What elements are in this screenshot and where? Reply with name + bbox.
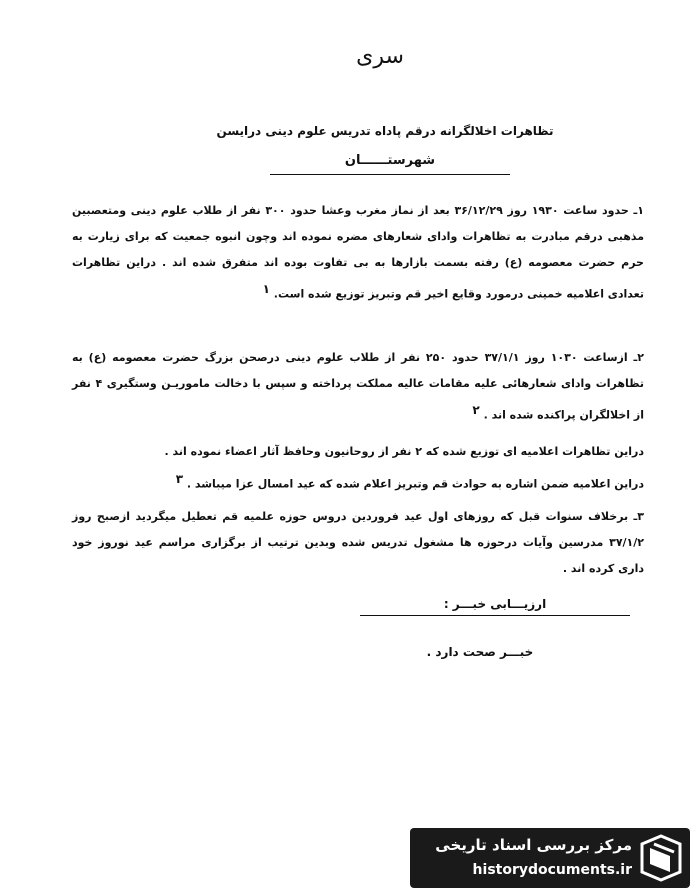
evaluation-line: ارزیـــابی خبـــر : [360, 597, 630, 616]
watermark-text-en: historydocuments.ir [472, 862, 632, 878]
paragraph-1-text: ۱ـ حدود ساعت ۱۹۳۰ روز ۳۶/۱۲/۲۹ بعد از نماز مغرب وعشا حدود ۳۰۰ نفر از طلاب علوم دینی ومتعصبین مذهبی درقم مبادرت به تظاهرات وادای شعارهای مضره نموده اند وچون انبوه جمعیت که برای زیارت به حرم حضرت معصومه (ع) رفته بسمت بازارها به بی تفاوت بوده اند متفرق شده اند . دراین تظاهرات تعدادی اعلامیه خمینی درمورد وقایع اخیر قم وتبریز توزیع شده است. [72, 204, 644, 301]
paragraph-4-text: دراین اعلامیه ضمن اشاره به حوادث قم وتبریز اعلام شده که عید امسال عزا میباشد . [186, 477, 644, 491]
classification-stamp: سری [356, 44, 404, 69]
archive-watermark [410, 828, 690, 888]
paragraph-1 [72, 198, 644, 308]
verification-line: خبـــر صحت دارد . [426, 645, 534, 659]
footnote-mark-3: ۳ [175, 472, 184, 486]
subject-line: تظاهرات اخلالگرانه درقم پاداه تدریس علوم دینی درایسن [216, 124, 554, 138]
watermark-text-fa: مرکز بررسی اسناد تاریخی [435, 836, 632, 854]
city-line: شهرستــــــان [270, 153, 510, 175]
paragraph-2-text: ۲ـ ازساعت ۱۰۳۰ روز ۳۷/۱/۱ حدود ۲۵۰ نفر از طلاب علوم دینی درصحن بزرگ حضرت معصومه (ع) به تظاهرات وادای شعارهائی علیه مقامات عالیه مملکت پرداخته و سپس با دخالت ماموریـن وستگیری ۴ نفر از اخلالگران پراکنده شده اند . [72, 351, 644, 422]
paragraph-4 [72, 466, 644, 498]
archive-emblem-icon [640, 834, 682, 882]
footnote-mark-1: ۱ [262, 282, 270, 296]
paragraph-5: ۳ـ برخلاف سنوات قبل که روزهای اول عید فروردین دروس حوزه علمیه قم تعطیل میگردید ازصبح روز ۳۷/۱/۲ مدرسین وآیات درحوزه ها مشغول تدریس شده وبدین ترتیب از برگزاری مراسم عید نوروز خود داری کرده اند . [72, 510, 644, 575]
paragraph-3: دراین تظاهرات اعلامیه ای توزیع شده که ۲ نفر از روحانیون وحافظ آثار اعضاء نموده اند . [164, 445, 644, 458]
footnote-mark-2: ۲ [472, 403, 480, 417]
paragraph-2 [72, 345, 644, 429]
